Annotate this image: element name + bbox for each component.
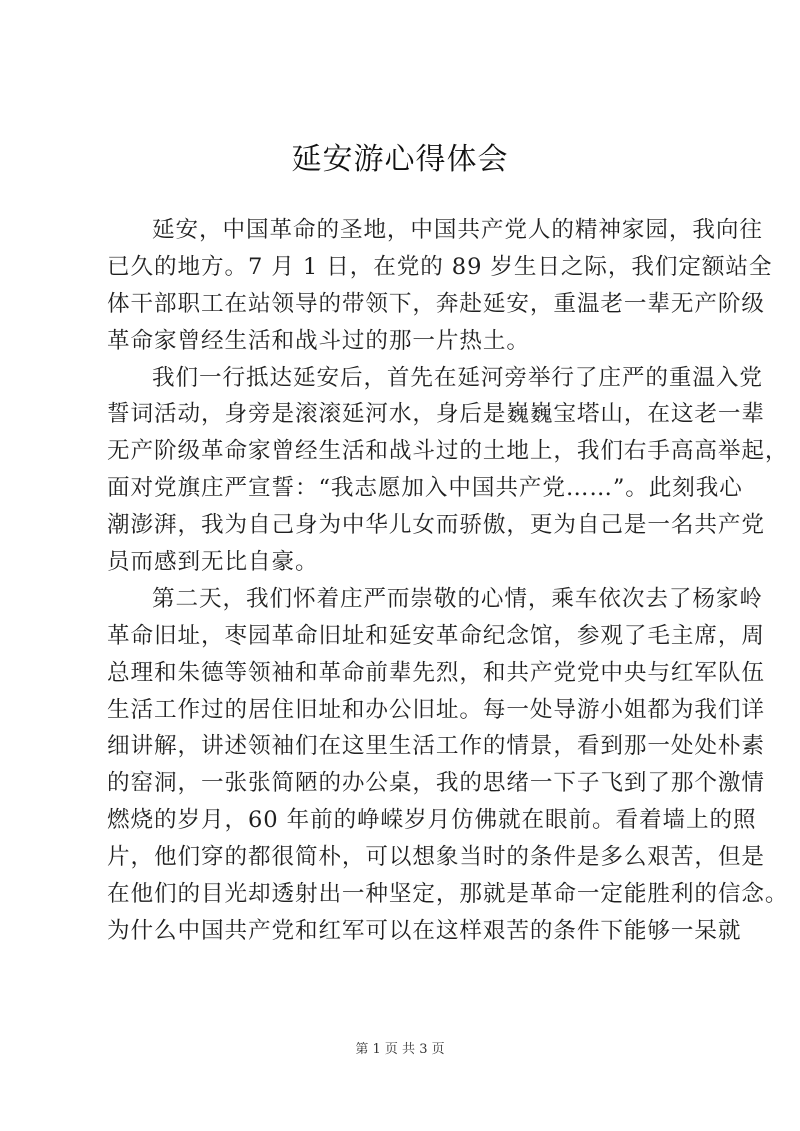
text-line: 第二天，我们怀着庄严而崇敬的心情，乘车依次去了杨家岭 — [152, 585, 763, 612]
text-line: 我们一行抵达延安后，首先在延河旁举行了庄严的重温入党 — [152, 364, 763, 391]
document-body — [107, 212, 789, 950]
page-number-footer: 第 1 页 共 3 页 — [355, 1042, 445, 1057]
text-line: 细讲解，讲述领袖们在这里生活工作的情景，看到那一处处朴素 — [107, 733, 765, 760]
text-line: 员而感到无比自豪。 — [107, 549, 319, 576]
text-line: 潮澎湃，我为自己身为中华儿女而骄傲，更为自己是一名共产党 — [107, 512, 765, 539]
text-line: 燃烧的岁月，60 年前的峥嵘岁月仿佛就在眼前。看着墙上的照 — [107, 807, 757, 834]
text-line: 为什么中国共产党和红军可以在这样艰苦的条件下能够一呆就 — [107, 917, 742, 944]
text-line: 誓词活动，身旁是滚滚延河水，身后是巍巍宝塔山，在这老一辈 — [107, 401, 765, 428]
text-line: 生活工作过的居住旧址和办公旧址。每一处导游小姐都为我们详 — [107, 696, 765, 723]
text-line: 革命旧址，枣园革命旧址和延安革命纪念馆，参观了毛主席，周 — [107, 622, 765, 649]
text-line: 延安，中国革命的圣地，中国共产党人的精神家园，我向往 — [152, 217, 763, 243]
text-line: 面对党旗庄严宣誓：“我志愿加入中国共产党……”。此刻我心 — [107, 475, 743, 502]
text-line: 在他们的目光却透射出一种坚定，那就是革命一定能胜利的信念。 — [107, 881, 789, 908]
document-title: 延安游心得体会 — [291, 142, 509, 177]
text-line: 无产阶级革命家曾经生活和战斗过的土地上，我们右手高高举起， — [107, 438, 789, 465]
text-line: 片，他们穿的都很简朴，可以想象当时的条件是多么艰苦，但是 — [107, 844, 765, 871]
text-line: 总理和朱德等领袖和革命前辈先烈，和共产党党中央与红军队伍 — [107, 659, 765, 686]
text-line: 的窑洞，一张张简陋的办公桌，我的思绪一下子飞到了那个激情 — [107, 770, 765, 797]
text-line: 革命家曾经生活和战斗过的那一片热土。 — [107, 327, 530, 354]
text-line: 体干部职工在站领导的带领下，奔赴延安，重温老一辈无产阶级 — [107, 290, 765, 317]
text-line: 已久的地方。7 月 1 日，在党的 89 岁生日之际，我们定额站全 — [107, 253, 773, 280]
